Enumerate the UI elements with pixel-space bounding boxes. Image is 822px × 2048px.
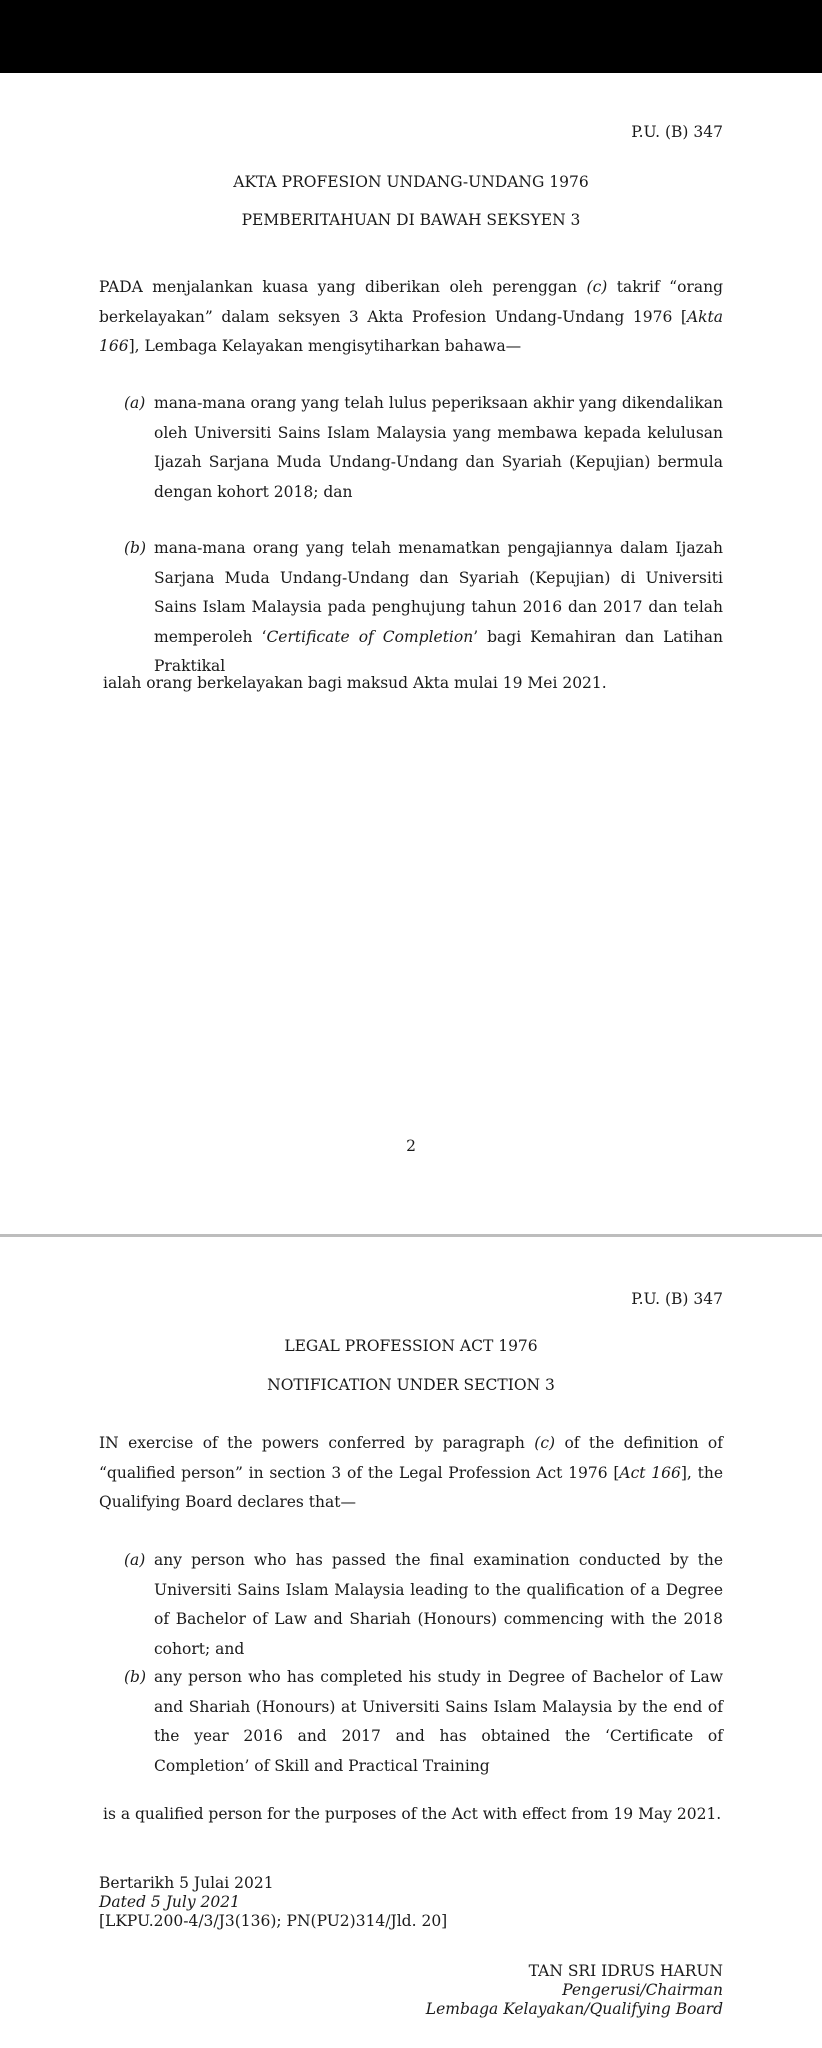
dated-english: Dated 5 July 2021 xyxy=(99,1893,240,1911)
item-b-label: (b) xyxy=(124,1668,147,1686)
item-a-label: (a) xyxy=(124,394,146,412)
intro-paragraph: IN exercise of the powers conferred by paragraph (c) of the definition of “qualified person” in section 3 of the Legal Profession Act 1976 [Act 166], the Qualifying Board declares that— xyxy=(99,1434,723,1511)
dated-malay: Bertarikh 5 Julai 2021 xyxy=(99,1874,274,1892)
notification-subtitle: PEMBERITAHUAN DI BAWAH SEKSYEN 3 xyxy=(241,211,581,229)
closing-statement: ialah orang berkelayakan bagi maksud Akta mulai 19 Mei 2021. xyxy=(103,674,607,692)
item-b xyxy=(124,534,723,682)
file-reference: [LKPU.200-4/3/J3(136); PN(PU2)314/Jld. 20] xyxy=(99,1912,448,1930)
item-b-text: mana-mana orang yang telah menamatkan pengajiannya dalam Ijazah Sarjana Muda Undang-Undang dan Syariah (Kepujian) di Universiti Sains Islam Malaysia pada penghujung tahun 2016 dan 2017 dan telah memperoleh ‘Certificate of Completion’ bagi Kemahiran dan Latihan Praktikal xyxy=(154,539,724,675)
item-b xyxy=(124,1663,723,1781)
page-number: 2 xyxy=(406,1137,416,1155)
page-english xyxy=(0,1240,822,2048)
gazette-reference: P.U. (B) 347 xyxy=(631,123,723,141)
item-a xyxy=(124,1546,723,1664)
signatory-title: Pengerusi/Chairman xyxy=(562,1981,723,1999)
top-black-band xyxy=(0,0,822,73)
date-block xyxy=(99,1874,447,1931)
intro-paragraph: PADA menjalankan kuasa yang diberikan oleh perenggan (c) takrif “orang berkelayakan” dalam seksyen 3 Akta Profesion Undang-Undang 1976 [Akta 166], Lembaga Kelayakan mengisytiharkan bahawa— xyxy=(99,278,723,355)
page-divider xyxy=(0,1234,822,1237)
item-a-text: mana-mana orang yang telah lulus peperiksaan akhir yang dikendalikan oleh Universiti Sains Islam Malaysia yang membawa kepada kelulusan Ijazah Sarjana Muda Undang-Undang dan Syariah (Kepujian) bermula dengan kohort 2018; dan xyxy=(154,394,723,501)
item-a-text: any person who has passed the final examination conducted by the Universiti Sains Islam Malaysia leading to the qualification of a Degree of Bachelor of Law and Shariah (Honours) commencing with the 2018 cohort; and xyxy=(154,1551,723,1658)
signatory-name: TAN SRI IDRUS HARUN xyxy=(528,1962,723,1980)
signatory-body: Lembaga Kelayakan/Qualifying Board xyxy=(425,2000,723,2018)
act-title: AKTA PROFESION UNDANG-UNDANG 1976 xyxy=(233,173,589,191)
item-b-text: any person who has completed his study in Degree of Bachelor of Law and Shariah (Honours) at Universiti Sains Islam Malaysia by the end of the year 2016 and 2017 and has obtained the ‘Certificate of Completion’ of Skill and Practical Training xyxy=(154,1668,723,1775)
page-malay xyxy=(0,73,822,1233)
signature-block xyxy=(426,1962,723,2019)
item-a xyxy=(124,389,723,507)
notification-subtitle: NOTIFICATION UNDER SECTION 3 xyxy=(267,1376,555,1394)
item-a-label: (a) xyxy=(124,1551,146,1569)
closing-statement: is a qualified person for the purposes of the Act with effect from 19 May 2021. xyxy=(103,1805,722,1823)
gazette-reference: P.U. (B) 347 xyxy=(631,1290,723,1308)
act-title: LEGAL PROFESSION ACT 1976 xyxy=(284,1337,538,1355)
item-b-label: (b) xyxy=(124,539,147,557)
